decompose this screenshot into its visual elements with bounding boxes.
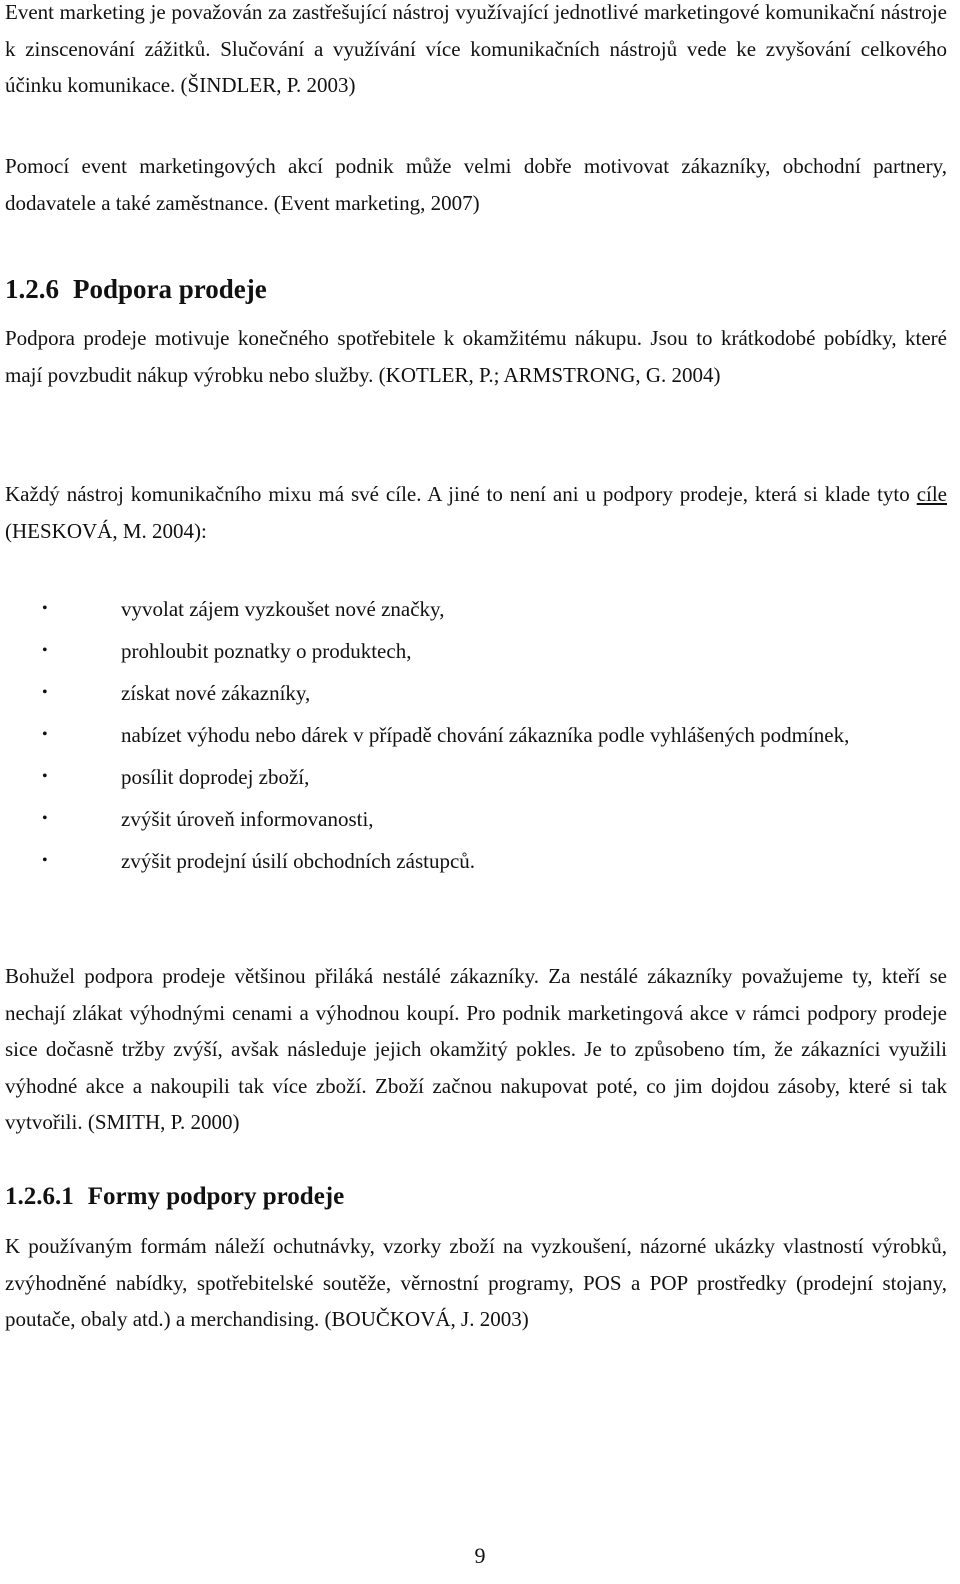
goals-list (0, 588, 947, 882)
list-item (0, 756, 947, 798)
paragraph-goals-intro (5, 476, 947, 549)
list-item (0, 630, 947, 672)
paragraph-podpora-prodeje-definition: Podpora prodeje motivuje konečného spotřebitele k okamžitému nákupu. Jsou to krátkodobé pobídky, které mají povzbudit nákup výrobku nebo služby. (KOTLER, P.; ARMSTRONG, G. 2004) (5, 326, 947, 387)
list-item (0, 588, 947, 630)
goals-intro-citation: (HESKOVÁ, M. 2004): (5, 518, 207, 543)
list-item-text: vyvolat zájem vyzkoušet nové značky, (121, 597, 445, 621)
section-heading-podpora-prodeje (5, 272, 267, 306)
list-item (0, 840, 947, 882)
list-item (0, 672, 947, 714)
paragraph-event-marketing-motivation: Pomocí event marketingových akcí podnik může velmi dobře motivovat zákazníky, obchodní partnery, dodavatele a také zaměstnance. (Event marketing, 2007) (5, 154, 947, 215)
subsection-title: Formy podpory prodeje (87, 1183, 345, 1210)
section-number: 1.2.6 (5, 274, 59, 304)
paragraph-negative-effects: Bohužel podpora prodeje většinou přiláká nestálé zákazníky. Za nestálé zákazníky považujeme ty, kteří se nechají zlákat výhodnými cenami a výhodnou koupí. Pro podnik marketingová akce v rámci podpory prodeje sice dočasně tržby zvýší, avšak následuje jejich okamžitý pokles. Je to způsobeno tím, že zákazníci využili výhodné akce a nakoupili tak více zboží. Zboží začnou nakupovat poté, co jim dojdou zásoby, které si tak vytvořili. (SMITH, P. 2000) (5, 964, 947, 1134)
subsection-heading-formy-podpory-prodeje (5, 1180, 344, 1214)
goals-intro-text: Každý nástroj komunikačního mixu má své cíle. A jiné to není ani u podpory prodeje, která si klade tyto (5, 482, 917, 506)
bullet-icon: • (42, 600, 48, 617)
list-item-text: zvýšit prodejní úsilí obchodních zástupců. (121, 849, 476, 873)
list-item (0, 798, 947, 840)
bullet-icon: • (42, 726, 48, 743)
bullet-icon: • (42, 684, 48, 701)
list-item-text: prohloubit poznatky o produktech, (121, 639, 412, 663)
list-item-text: zvýšit úroveň informovanosti, (121, 807, 374, 831)
goals-intro-underlined: cíle (916, 482, 947, 506)
subsection-number: 1.2.6.1 (5, 1183, 74, 1210)
bullet-icon: • (42, 642, 48, 659)
list-item-text: nabízet výhodu nebo dárek v případě chování zákazníka podle vyhlášených podmínek, (121, 723, 850, 747)
list-item (0, 714, 947, 756)
page-number: 9 (474, 1543, 486, 1568)
bullet-icon: • (42, 810, 48, 827)
paragraph-forms-list: K používaným formám náleží ochutnávky, vzorky zboží na vyzkoušení, názorné ukázky vlastností výrobků, zvýhodněné nabídky, spotřebitelské soutěže, věrnostní programy, POS a POP prostředky (prodejní stojany, poutače, obaly atd.) a merchandising. (BOUČKOVÁ, J. 2003) (5, 1234, 947, 1331)
section-title: Podpora prodeje (73, 274, 267, 304)
paragraph-event-marketing: Event marketing je považován za zastřešující nástroj využívající jednotlivé marketingové komunikační nástroje k zinscenování zážitků. Slučování a využívání více komunikačních nástrojů vede ke zvyšování celkového účinku komunikace. (ŠINDLER, P. 2003) (5, 0, 947, 97)
bullet-icon: • (42, 768, 48, 785)
bullet-icon: • (42, 852, 48, 869)
list-item-text: získat nové zákazníky, (121, 681, 311, 705)
list-item-text: posílit doprodej zboží, (121, 765, 310, 789)
